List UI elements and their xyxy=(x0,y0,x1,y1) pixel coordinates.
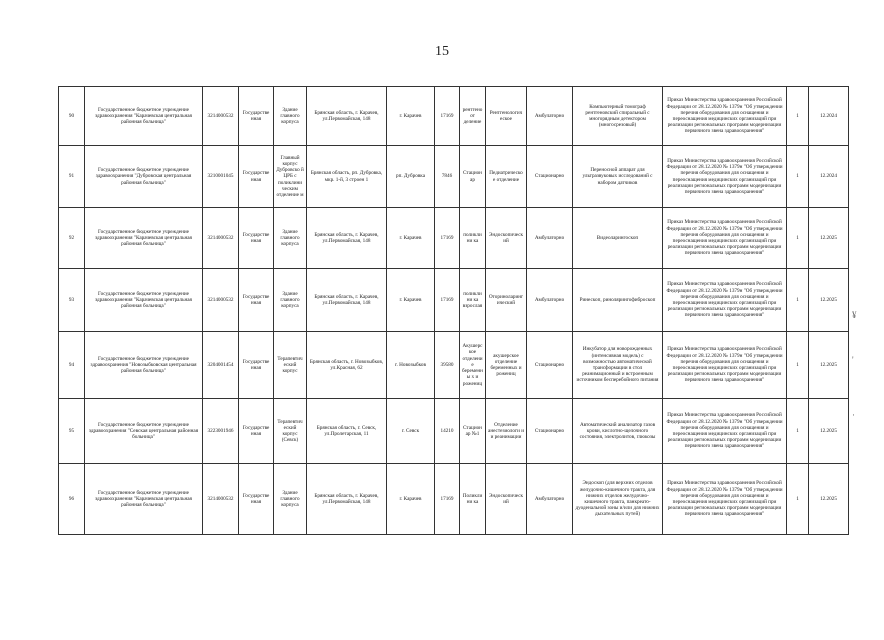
basis-cell: Приказ Министерства здравоохранения Российской Федерации от 28.12.2020 № 1379н "Об утверждении перечня оборудования для оснащения и переоснащения медицинских организаций при реализации региональных программ модернизации первичного звена здравоохранения" xyxy=(663,399,787,464)
inn-cell: 3214000532 xyxy=(203,87,239,146)
date-cell: 12.2025 xyxy=(809,332,849,399)
date-cell: 12.2025 xyxy=(809,208,849,269)
conditions-cell: Амбулаторно xyxy=(527,269,573,332)
organization-cell: Государственное бюджетное учреждение здравоохранения "Карачевская центральная районная больница" xyxy=(85,208,203,269)
equipment-cell: Переносной аппарат для ультразвуковых исследований с набором датчиков xyxy=(573,146,663,208)
equipment-cell: Видеоларингоскоп xyxy=(573,208,663,269)
oktmo-code-cell: 39580 xyxy=(435,332,460,399)
equipment-cell: Эндоскоп (для верхних отделов желудочно-кишечного тракта, для нижних отделов желудочно-кишечного тракта, панкреато-дуоденальной зоны и/или для нижних дыхательных путей) xyxy=(573,464,663,535)
table-row xyxy=(59,269,849,332)
row-number-cell: 93 xyxy=(59,269,85,332)
inn-cell: 3214000532 xyxy=(203,269,239,332)
date-cell: 12.2025 xyxy=(809,464,849,535)
conditions-cell: Стационарно xyxy=(527,399,573,464)
equipment-cell: Компьютерный томограф рентгеновский спиральный с многорядным детектором (многосрезовый) xyxy=(573,87,663,146)
row-number-cell: 91 xyxy=(59,146,85,208)
oktmo-code-cell: 17169 xyxy=(435,87,460,146)
locality-cell: г. Карачев xyxy=(387,269,435,332)
organization-cell: Государственное бюджетное учреждение здравоохранения "Севская центральная районная больница" xyxy=(85,399,203,464)
inn-cell: 3214000532 xyxy=(203,464,239,535)
unit-cell: Акушерское отделение беременны х и рожениц xyxy=(460,332,486,399)
building-cell: Здание главного корпуса xyxy=(274,87,307,146)
conditions-cell: Стационарно xyxy=(527,332,573,399)
oktmo-code-cell: 17169 xyxy=(435,269,460,332)
oktmo-code-cell: 14210 xyxy=(435,399,460,464)
row-number-cell: 95 xyxy=(59,399,85,464)
inn-cell: 3214000532 xyxy=(203,208,239,269)
basis-cell: Приказ Министерства здравоохранения Российской Федерации от 28.12.2020 № 1379н "Об утверждении перечня оборудования для оснащения и переоснащения медицинских организаций при реализации региональных программ модернизации первичного звена здравоохранения" xyxy=(663,208,787,269)
inn-cell: 3223001946 xyxy=(203,399,239,464)
conditions-cell: Амбулаторно xyxy=(527,464,573,535)
ownership-cell: Государстве нная xyxy=(239,332,274,399)
quantity-cell: 1 xyxy=(787,399,809,464)
margin-mark: ¥ xyxy=(852,310,857,320)
locality-cell: г. Карачев xyxy=(387,208,435,269)
table-row xyxy=(59,332,849,399)
unit-cell: поликлини ка взрослая xyxy=(460,269,486,332)
organization-cell: Государственное бюджетное учреждение здравоохранения "Новозыбковская центральная районная больница" xyxy=(85,332,203,399)
quantity-cell: 1 xyxy=(787,87,809,146)
margin-mark: · xyxy=(852,410,855,420)
equipment-table xyxy=(58,86,849,535)
address-cell: Брянская область, г. Севск, ул.Пролетарская, 11 xyxy=(307,399,387,464)
unit-cell: поликлини ка xyxy=(460,208,486,269)
basis-cell: Приказ Министерства здравоохранения Российской Федерации от 28.12.2020 № 1379н "Об утверждении перечня оборудования для оснащения и переоснащения медицинских организаций при реализации региональных программ модернизации первичного звена здравоохранения" xyxy=(663,269,787,332)
profile-cell: Эндоскопическ ий xyxy=(486,208,527,269)
oktmo-code-cell: 7846 xyxy=(435,146,460,208)
ownership-cell: Государстве нная xyxy=(239,208,274,269)
ownership-cell: Государстве нная xyxy=(239,87,274,146)
date-cell: 12.2025 xyxy=(809,269,849,332)
basis-cell: Приказ Министерства здравоохранения Российской Федерации от 28.12.2020 № 1379н "Об утверждении перечня оборудования для оснащения и переоснащения медицинских организаций при реализации региональных программ модернизации первичного звена здравоохранения" xyxy=(663,464,787,535)
row-number-cell: 96 xyxy=(59,464,85,535)
address-cell: Брянская область, г. Карачев, ул.Первомайская, 148 xyxy=(307,87,387,146)
inn-cell: 3210001045 xyxy=(203,146,239,208)
organization-cell: Государственное бюджетное учреждение здравоохранения "Карачевская центральная районная больница" xyxy=(85,269,203,332)
quantity-cell: 1 xyxy=(787,269,809,332)
oktmo-code-cell: 17169 xyxy=(435,208,460,269)
row-number-cell: 92 xyxy=(59,208,85,269)
basis-cell: Приказ Министерства здравоохранения Российской Федерации от 28.12.2020 № 1379н "Об утверждении перечня оборудования для оснащения и переоснащения медицинских организаций при реализации региональных программ модернизации первичного звена здравоохранения" xyxy=(663,146,787,208)
ownership-cell: Государстве нная xyxy=(239,269,274,332)
table-row xyxy=(59,464,849,535)
organization-cell: Государственное бюджетное учреждение здравоохранения "Дубровская центральная районная больница" xyxy=(85,146,203,208)
page-number: 15 xyxy=(435,44,449,59)
profile-cell: Рентгенологич еское xyxy=(486,87,527,146)
unit-cell: Стационар №1 xyxy=(460,399,486,464)
unit-cell: рентгеноот деление xyxy=(460,87,486,146)
ownership-cell: Государстве нная xyxy=(239,464,274,535)
locality-cell: г. Новозыбков xyxy=(387,332,435,399)
organization-cell: Государственное бюджетное учреждение здравоохранения "Карачевская центральная районная больница" xyxy=(85,87,203,146)
table-row xyxy=(59,146,849,208)
row-number-cell: 90 xyxy=(59,87,85,146)
oktmo-code-cell: 17169 xyxy=(435,464,460,535)
building-cell: Терапевтич еский корпус (Севск) xyxy=(274,399,307,464)
conditions-cell: Стационарно xyxy=(527,146,573,208)
building-cell: Терапевтич еский корпус xyxy=(274,332,307,399)
table-row xyxy=(59,399,849,464)
basis-cell: Приказ Министерства здравоохранения Российской Федерации от 28.12.2020 № 1379н "Об утверждении перечня оборудования для оснащения и переоснащения медицинских организаций при реализации региональных программ модернизации первичного звена здравоохранения" xyxy=(663,87,787,146)
building-cell: Здание главного корпуса xyxy=(274,269,307,332)
equipment-cell: Ринескоп, ринолярингофиброскоп xyxy=(573,269,663,332)
date-cell: 12.2024 xyxy=(809,87,849,146)
margin-mark: ' xyxy=(852,355,854,365)
locality-cell: г. Карачев xyxy=(387,87,435,146)
ownership-cell: Государстве нная xyxy=(239,399,274,464)
building-cell: Здание главного корпуса xyxy=(274,464,307,535)
conditions-cell: Амбулаторно xyxy=(527,87,573,146)
unit-cell: Стационар xyxy=(460,146,486,208)
table-row xyxy=(59,87,849,146)
unit-cell: Поликлини ка xyxy=(460,464,486,535)
ownership-cell: Государстве нная xyxy=(239,146,274,208)
quantity-cell: 1 xyxy=(787,208,809,269)
quantity-cell: 1 xyxy=(787,146,809,208)
basis-cell: Приказ Министерства здравоохранения Российской Федерации от 28.12.2020 № 1379н "Об утверждении перечня оборудования для оснащения и переоснащения медицинских организаций при реализации региональных программ модернизации первичного звена здравоохранения" xyxy=(663,332,787,399)
building-cell: Здание главного корпуса xyxy=(274,208,307,269)
inn-cell: 3204001454 xyxy=(203,332,239,399)
address-cell: Брянская область, г. Карачев, ул.Первомайская, 148 xyxy=(307,464,387,535)
address-cell: Брянская область, г. Карачев, ул.Первомайская, 148 xyxy=(307,269,387,332)
profile-cell: Эндоскопическ ий xyxy=(486,464,527,535)
quantity-cell: 1 xyxy=(787,464,809,535)
building-cell: Главный корпус Дубровско й ЦРБ с поликлини ческим отделение м xyxy=(274,146,307,208)
table-row xyxy=(59,208,849,269)
quantity-cell: 1 xyxy=(787,332,809,399)
locality-cell: г. Севск xyxy=(387,399,435,464)
locality-cell: рп. Дубровка xyxy=(387,146,435,208)
date-cell: 12.2025 xyxy=(809,399,849,464)
profile-cell: Отделение анестезиологи и и реанимации xyxy=(486,399,527,464)
address-cell: Брянская область, г. Карачев, ул.Первомайская, 148 xyxy=(307,208,387,269)
row-number-cell: 94 xyxy=(59,332,85,399)
profile-cell: акушерское отделение беременных и рожениц xyxy=(486,332,527,399)
date-cell: 12.2024 xyxy=(809,146,849,208)
conditions-cell: Амбулаторно xyxy=(527,208,573,269)
profile-cell: Оториноларинг ический xyxy=(486,269,527,332)
address-cell: Брянская область, рп. Дубровка, мкр. 1-й, 3 строен 1 xyxy=(307,146,387,208)
profile-cell: Педиатрическо е отделение xyxy=(486,146,527,208)
equipment-cell: Автоматический анализатор газов крови, кислотно-щелочного состояния, электролитов, глюкозы xyxy=(573,399,663,464)
organization-cell: Государственное бюджетное учреждение здравоохранения "Карачевская центральная районная больница" xyxy=(85,464,203,535)
locality-cell: г. Карачев xyxy=(387,464,435,535)
equipment-cell: Инкубатор для новорожденных (интенсивная модель) с возможностью автоматической трансформации в стол реанимационный и встроенным источником бесперебойного питания xyxy=(573,332,663,399)
address-cell: Брянская область, г. Новозыбков, ул.Красная, 62 xyxy=(307,332,387,399)
